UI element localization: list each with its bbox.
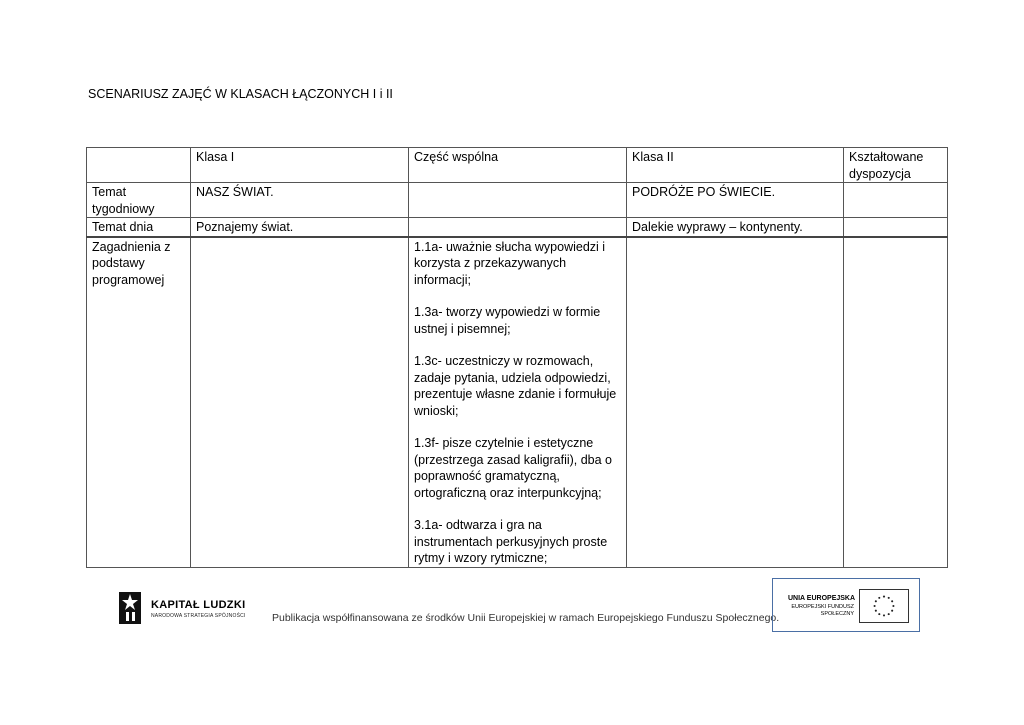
table-row-weekly-topic: [87, 183, 948, 218]
eu-star-icon: [878, 613, 880, 615]
weekly-topic-klasa-2: PODRÓŻE PO ŚWIECIE.: [627, 183, 844, 218]
eu-star-icon: [888, 613, 890, 615]
eu-star-icon: [875, 610, 877, 612]
publication-note: Publikacja współfinansowana ze środków Unii Europejskiej w ramach Europejskiego Funduszu Społecznego.: [272, 612, 780, 624]
header-klasa-1: Klasa I: [191, 148, 409, 183]
kapital-ludzki-name: KAPITAŁ LUDZKI: [151, 599, 246, 611]
eu-fund-name: EUROPEJSKI FUNDUSZ SPOŁECZNY: [791, 604, 854, 617]
row-label-weekly-topic: Temat tygodniowy: [87, 183, 191, 218]
daily-topic-klasa-2: Dalekie wyprawy – kontynenty.: [627, 218, 844, 237]
curriculum-dispositions: [844, 237, 948, 568]
eu-name: UNIA EUROPEJSKA: [788, 595, 856, 602]
eu-star-icon: [888, 597, 890, 599]
eu-star-icon: [891, 610, 893, 612]
weekly-topic-klasa-1: NASZ ŚWIAT.: [191, 183, 409, 218]
eu-star-icon: [883, 614, 885, 616]
scenario-table: [86, 147, 948, 568]
kapital-ludzki-figure-icon: [117, 588, 145, 626]
header-cell-empty: [87, 148, 191, 183]
curriculum-common: [409, 237, 627, 568]
header-dispositions: Kształtowane dyspozycja: [844, 148, 948, 183]
eu-flag-icon: [859, 589, 909, 623]
weekly-topic-dispositions: [844, 183, 948, 218]
curriculum-klasa-1: [191, 237, 409, 568]
daily-topic-common: [409, 218, 627, 237]
eu-star-icon: [892, 605, 894, 607]
header-klasa-2: Klasa II: [627, 148, 844, 183]
weekly-topic-common: [409, 183, 627, 218]
curriculum-item: 3.1a- odtwarza i gra na instrumentach perkusyjnych proste rytmy i wzory rytmiczne;: [414, 518, 608, 565]
kapital-ludzki-logo: [117, 588, 247, 628]
eu-star-icon: [878, 597, 880, 599]
table-header-row: [87, 148, 948, 183]
eu-star-icon: [891, 600, 893, 602]
header-common-part: Część wspólna: [409, 148, 627, 183]
eu-logo: [772, 578, 920, 632]
row-label-daily-topic: Temat dnia: [87, 218, 191, 237]
curriculum-klasa-2: [627, 237, 844, 568]
eu-star-icon: [875, 600, 877, 602]
daily-topic-dispositions: [844, 218, 948, 237]
table-row-curriculum: [87, 237, 948, 568]
table-row-daily-topic: [87, 218, 948, 237]
curriculum-item: 1.3a- tworzy wypowiedzi w formie ustnej i pisemnej;: [414, 305, 601, 336]
eu-star-icon: [874, 605, 876, 607]
curriculum-item: 1.3f- pisze czytelnie i estetyczne (przestrzega zasad kaligrafii), dba o poprawność gramatyczną, ortograficzną oraz interpunkcyjną;: [414, 436, 613, 500]
curriculum-item: 1.1a- uważnie słucha wypowiedzi i korzysta z przekazywanych informacji;: [414, 239, 606, 287]
row-label-curriculum: Zagadnienia z podstawy programowej: [87, 237, 191, 568]
kapital-ludzki-subtitle: NARODOWA STRATEGIA SPÓJNOŚCI: [151, 613, 246, 619]
eu-star-icon: [883, 596, 885, 598]
curriculum-item: 1.3c- uczestniczy w rozmowach, zadaje pytania, udziela odpowiedzi, prezentuje własne zdanie i formułuje wnioski;: [414, 354, 617, 418]
document-title: SCENARIUSZ ZAJĘĆ W KLASACH ŁĄCZONYCH I i II: [88, 87, 393, 101]
daily-topic-klasa-1: Poznajemy świat.: [191, 218, 409, 237]
